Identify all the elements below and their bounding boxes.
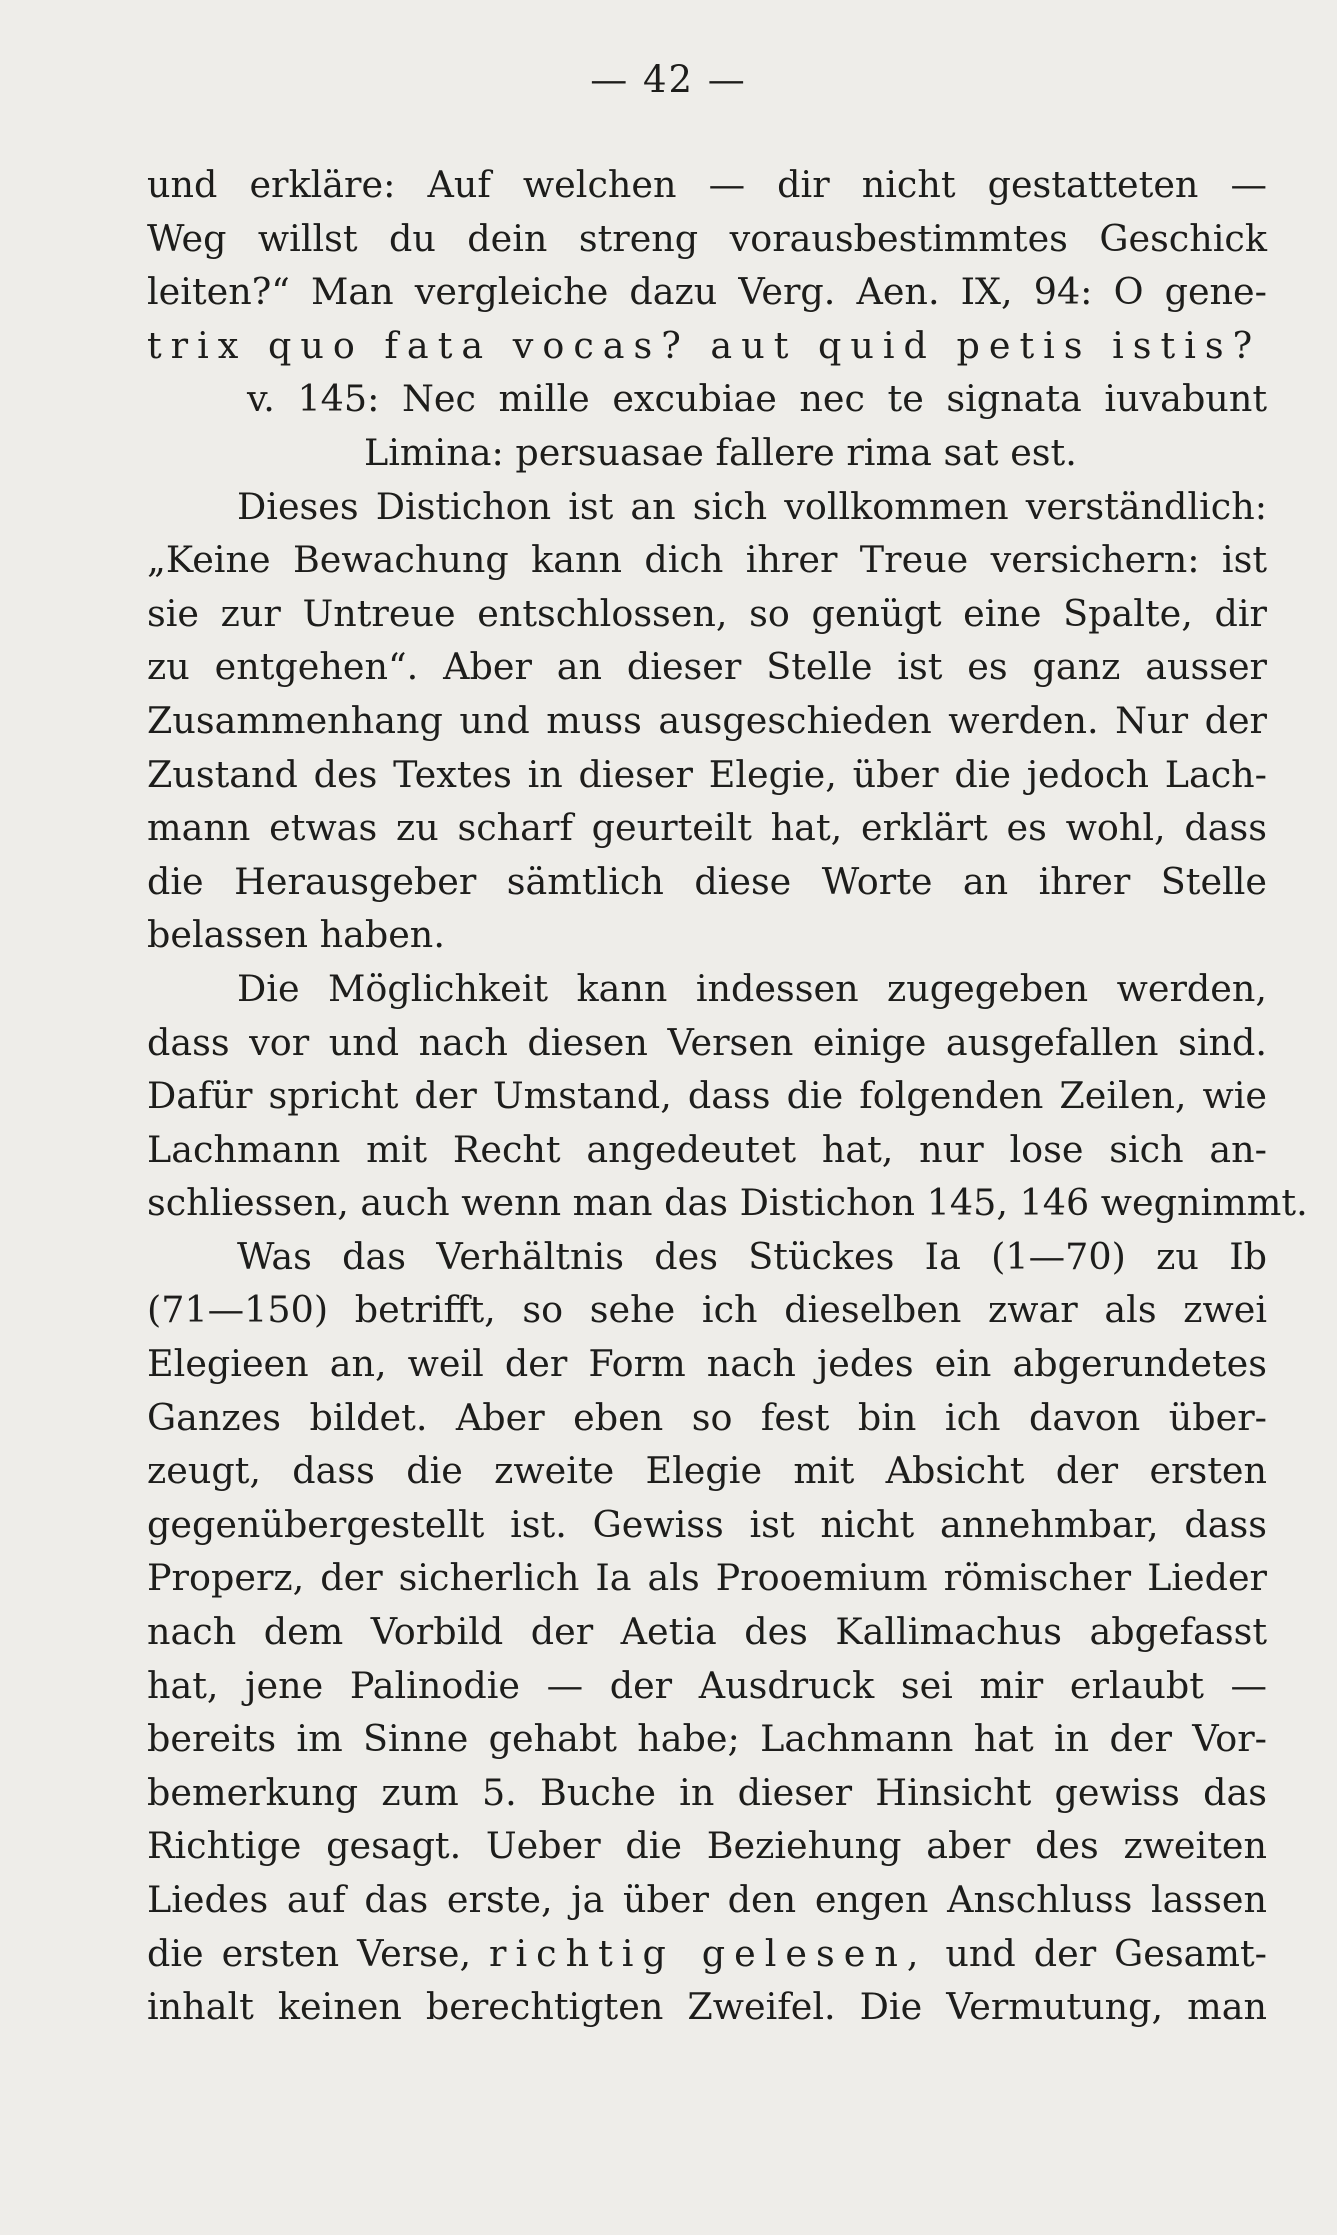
line-segment: die ersten Verse,: [147, 1931, 472, 1975]
text-line: und erkläre: Auf welchen — dir nicht gestatteten —: [147, 163, 1267, 206]
paragraph-first-line: Die Möglichkeit kann indessen zugegeben werden,: [237, 966, 1267, 1010]
text-line: Ganzes bildet. Aber eben so fest bin ich davon über-: [147, 1395, 1267, 1439]
text-line: zeugt, dass die zweite Elegie mit Absicht der ersten: [147, 1449, 1267, 1493]
text-line: Zustand des Textes in dieser Elegie, über die jedoch Lach-: [147, 752, 1267, 796]
text-line: Liedes auf das erste, ja über den engen Anschluss lassen: [147, 1878, 1267, 1921]
page-number: — 42 —: [590, 58, 747, 101]
text-line: „Keine Bewachung kann dich ihrer Treue versichern: ist: [147, 538, 1267, 582]
text-line: Lachmann mit Recht angedeutet hat, nur lose sich an-: [147, 1127, 1267, 1171]
text-line: zu entgehen“. Aber an dieser Stelle ist es ganz ausser: [147, 645, 1267, 689]
text-line: Weg willst du dein streng vorausbestimmtes Geschick: [147, 216, 1267, 260]
text-line: schliessen, auch wenn man das Distichon 145, 146 wegnimmt.: [147, 1181, 1308, 1225]
text-line: die Herausgeber sämtlich diese Worte an ihrer Stelle: [147, 859, 1267, 903]
text-line: mann etwas zu scharf geurteilt hat, erklärt es wohl, dass: [147, 806, 1267, 850]
text-line: hat, jene Palinodie — der Ausdruck sei mir erlaubt —: [147, 1663, 1267, 1707]
paragraph-first-line: Dieses Distichon ist an sich vollkommen verständlich:: [237, 484, 1267, 528]
text-line: Dafür spricht der Umstand, dass die folgenden Zeilen, wie: [147, 1074, 1267, 1118]
text-line: sie zur Untreue entschlossen, so genügt eine Spalte, dir: [147, 591, 1267, 635]
text-line: belassen haben.: [147, 913, 445, 957]
text-line: inhalt keinen berechtigten Zweifel. Die Vermutung, man: [147, 1985, 1267, 2029]
text-line: Richtige gesagt. Ueber die Beziehung aber des zweiten: [147, 1824, 1267, 1868]
body-text: [147, 158, 1308, 2034]
text-line: leiten?“ Man vergleiche dazu Verg. Aen. IX, 94: O gene-: [147, 270, 1267, 314]
verse-line-2: Limina: persuasae fallere rima sat est.: [364, 430, 1077, 474]
text-line: nach dem Vorbild der Aetia des Kallimachus abgefasst: [147, 1610, 1267, 1654]
verse-line-1: v. 145: Nec mille excubiae nec te signata iuvabunt: [247, 377, 1267, 421]
text-line: (71—150) betrifft, so sehe ich dieselben zwar als zwei: [147, 1288, 1267, 1332]
verse-quote: [147, 372, 1267, 479]
paragraph-first-line: Was das Verhältnis des Stückes Ia (1—70) zu Ib: [237, 1234, 1267, 1278]
text-line-spaced: trix quo fata vocas? aut quid petis istis?: [147, 323, 1262, 367]
text-line: dass vor und nach diesen Versen einige ausgefallen sind.: [147, 1020, 1267, 1064]
text-line-with-emphasis: [147, 1927, 1267, 1981]
line-segment: und der Gesamt-: [945, 1931, 1267, 1975]
emphasized-spaced-text: richtig gelesen,: [489, 1931, 928, 1975]
text-line: Properz, der sicherlich Ia als Prooemium römischer Lieder: [147, 1556, 1267, 1600]
text-line: Elegieen an, weil der Form nach jedes ein abgerundetes: [147, 1342, 1267, 1386]
text-line: Zusammenhang und muss ausgeschieden werden. Nur der: [147, 698, 1267, 742]
text-line: bemerkung zum 5. Buche in dieser Hinsicht gewiss das: [147, 1770, 1267, 1814]
text-line: bereits im Sinne gehabt habe; Lachmann hat in der Vor-: [147, 1717, 1267, 1761]
text-line: gegenübergestellt ist. Gewiss ist nicht annehmbar, dass: [147, 1502, 1267, 1546]
